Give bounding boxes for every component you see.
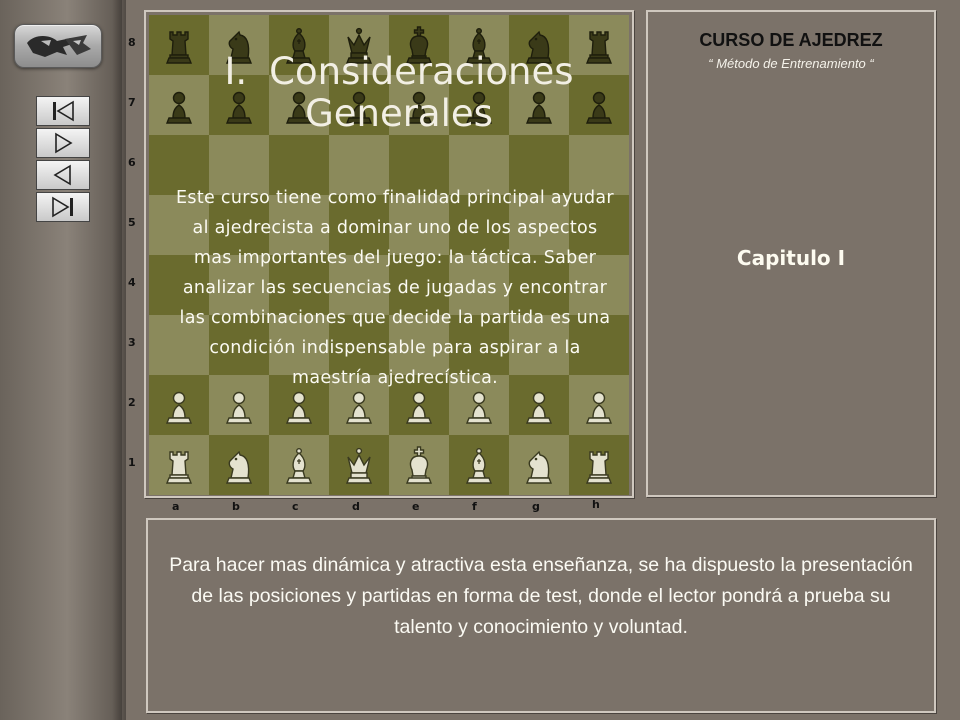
square-a3[interactable] xyxy=(149,315,209,375)
black-pawn-icon[interactable] xyxy=(577,83,621,127)
square-b1[interactable] xyxy=(209,435,269,495)
square-g6[interactable] xyxy=(509,135,569,195)
skip-to-end-icon xyxy=(48,195,78,219)
black-bishop-icon[interactable] xyxy=(277,23,321,67)
white-pawn-icon[interactable] xyxy=(277,383,321,427)
black-pawn-icon[interactable] xyxy=(337,83,381,127)
square-h3[interactable] xyxy=(569,315,629,375)
square-b8[interactable] xyxy=(209,15,269,75)
square-d7[interactable] xyxy=(329,75,389,135)
course-title: CURSO DE AJEDREZ xyxy=(699,30,883,50)
square-d5[interactable] xyxy=(329,195,389,255)
next-button[interactable] xyxy=(36,128,90,158)
square-b3[interactable] xyxy=(209,315,269,375)
square-e1[interactable] xyxy=(389,435,449,495)
square-h6[interactable] xyxy=(569,135,629,195)
white-pawn-icon[interactable] xyxy=(517,383,561,427)
intro-paragraph: Este curso tiene como finalidad principal ayudar al ajedrecista a dominar uno de los aspectos mas importantes del juego: la táctica. Saber analizar las secuencias de jugadas y encontrar las combinaciones que decide la partida es una condición indispensable para aspirar a la maestría ajedrecística. xyxy=(176,188,614,388)
rank-label-4: 4 xyxy=(128,276,136,289)
square-e8[interactable] xyxy=(389,15,449,75)
rank-label-5: 5 xyxy=(128,216,136,229)
square-b6[interactable] xyxy=(209,135,269,195)
description-text: Para hacer mas dinámica y atractiva esta enseñanza, se ha dispuesto la presentación de las posiciones y partidas en forma de test, donde el lector pondrá a prueba su talento y conocimiento y voluntad. xyxy=(169,554,913,638)
square-g5[interactable] xyxy=(509,195,569,255)
description-panel xyxy=(146,518,936,713)
square-a5[interactable] xyxy=(149,195,209,255)
square-e3[interactable] xyxy=(389,315,449,375)
white-pawn-icon[interactable] xyxy=(217,383,261,427)
file-label-c: c xyxy=(292,500,299,513)
course-info-panel xyxy=(646,10,936,497)
square-c6[interactable] xyxy=(269,135,329,195)
black-pawn-icon[interactable] xyxy=(217,83,261,127)
square-g1[interactable] xyxy=(509,435,569,495)
black-rook-icon[interactable] xyxy=(157,23,201,67)
square-e5[interactable] xyxy=(389,195,449,255)
square-f8[interactable] xyxy=(449,15,509,75)
square-h4[interactable] xyxy=(569,255,629,315)
rank-label-2: 2 xyxy=(128,396,136,409)
black-pawn-icon[interactable] xyxy=(457,83,501,127)
file-label-h: h xyxy=(592,498,600,511)
first-button[interactable] xyxy=(36,96,90,126)
section-number: I. xyxy=(224,50,248,93)
square-g8[interactable] xyxy=(509,15,569,75)
white-king-icon[interactable] xyxy=(397,443,441,487)
square-h1[interactable] xyxy=(569,435,629,495)
square-g3[interactable] xyxy=(509,315,569,375)
black-rook-icon[interactable] xyxy=(577,23,621,67)
square-e7[interactable] xyxy=(389,75,449,135)
square-e6[interactable] xyxy=(389,135,449,195)
black-pawn-icon[interactable] xyxy=(157,83,201,127)
sidebar-shadow xyxy=(112,0,126,720)
white-rook-icon[interactable] xyxy=(577,443,621,487)
square-g2[interactable] xyxy=(509,375,569,435)
file-label-e: e xyxy=(412,500,420,513)
white-pawn-icon[interactable] xyxy=(397,383,441,427)
black-pawn-icon[interactable] xyxy=(517,83,561,127)
file-label-b: b xyxy=(232,500,240,513)
black-knight-icon[interactable] xyxy=(517,23,561,67)
logo-button[interactable] xyxy=(14,24,102,68)
square-g4[interactable] xyxy=(509,255,569,315)
black-pawn-icon[interactable] xyxy=(277,83,321,127)
square-c3[interactable] xyxy=(269,315,329,375)
square-d8[interactable] xyxy=(329,15,389,75)
square-f6[interactable] xyxy=(449,135,509,195)
square-c8[interactable] xyxy=(269,15,329,75)
white-knight-icon[interactable] xyxy=(517,443,561,487)
white-pawn-icon[interactable] xyxy=(577,383,621,427)
square-b2[interactable] xyxy=(209,375,269,435)
rank-label-7: 7 xyxy=(128,96,136,109)
square-d3[interactable] xyxy=(329,315,389,375)
white-pawn-icon[interactable] xyxy=(157,383,201,427)
last-button[interactable] xyxy=(36,192,90,222)
square-c5[interactable] xyxy=(269,195,329,255)
rank-label-1: 1 xyxy=(128,456,136,469)
rank-label-3: 3 xyxy=(128,336,136,349)
square-b5[interactable] xyxy=(209,195,269,255)
square-h5[interactable] xyxy=(569,195,629,255)
white-bishop-icon[interactable] xyxy=(277,443,321,487)
chessboard xyxy=(149,15,629,495)
white-bishop-icon[interactable] xyxy=(457,443,501,487)
white-pawn-icon[interactable] xyxy=(457,383,501,427)
square-c1[interactable] xyxy=(269,435,329,495)
square-g7[interactable] xyxy=(509,75,569,135)
square-h7[interactable] xyxy=(569,75,629,135)
square-f5[interactable] xyxy=(449,195,509,255)
square-a8[interactable] xyxy=(149,15,209,75)
square-d6[interactable] xyxy=(329,135,389,195)
square-f7[interactable] xyxy=(449,75,509,135)
black-bishop-icon[interactable] xyxy=(457,23,501,67)
square-f4[interactable] xyxy=(449,255,509,315)
file-label-a: a xyxy=(172,500,180,513)
square-h2[interactable] xyxy=(569,375,629,435)
section-title-line2: Generales xyxy=(305,92,493,135)
square-a2[interactable] xyxy=(149,375,209,435)
file-label-f: f xyxy=(472,500,477,513)
chessboard-frame xyxy=(144,10,634,498)
square-f3[interactable] xyxy=(449,315,509,375)
square-e4[interactable] xyxy=(389,255,449,315)
white-queen-icon[interactable] xyxy=(337,443,381,487)
black-pawn-icon[interactable] xyxy=(397,83,441,127)
file-label-d: d xyxy=(352,500,360,513)
rank-label-8: 8 xyxy=(128,36,136,49)
play-left-icon xyxy=(48,163,78,187)
square-h8[interactable] xyxy=(569,15,629,75)
previous-button[interactable] xyxy=(36,160,90,190)
square-c4[interactable] xyxy=(269,255,329,315)
skip-to-start-icon xyxy=(48,99,78,123)
square-d2[interactable] xyxy=(329,375,389,435)
black-knight-icon[interactable] xyxy=(217,23,261,67)
square-c7[interactable] xyxy=(269,75,329,135)
black-queen-icon[interactable] xyxy=(337,23,381,67)
file-label-g: g xyxy=(532,500,540,513)
square-b7[interactable] xyxy=(209,75,269,135)
white-knight-icon[interactable] xyxy=(217,443,261,487)
square-f1[interactable] xyxy=(449,435,509,495)
square-b4[interactable] xyxy=(209,255,269,315)
square-a7[interactable] xyxy=(149,75,209,135)
play-right-icon xyxy=(48,131,78,155)
square-d4[interactable] xyxy=(329,255,389,315)
square-a1[interactable] xyxy=(149,435,209,495)
white-rook-icon[interactable] xyxy=(157,443,201,487)
section-title-line1: Consideraciones xyxy=(269,50,574,93)
logo-icon xyxy=(21,29,95,63)
course-subtitle: “ Método de Entrenamiento “ xyxy=(708,56,874,71)
square-e2[interactable] xyxy=(389,375,449,435)
square-f2[interactable] xyxy=(449,375,509,435)
square-a6[interactable] xyxy=(149,135,209,195)
square-a4[interactable] xyxy=(149,255,209,315)
white-pawn-icon[interactable] xyxy=(337,383,381,427)
chapter-label: Capitulo I xyxy=(736,246,846,270)
square-c2[interactable] xyxy=(269,375,329,435)
black-king-icon[interactable] xyxy=(397,23,441,67)
rank-label-6: 6 xyxy=(128,156,136,169)
square-d1[interactable] xyxy=(329,435,389,495)
